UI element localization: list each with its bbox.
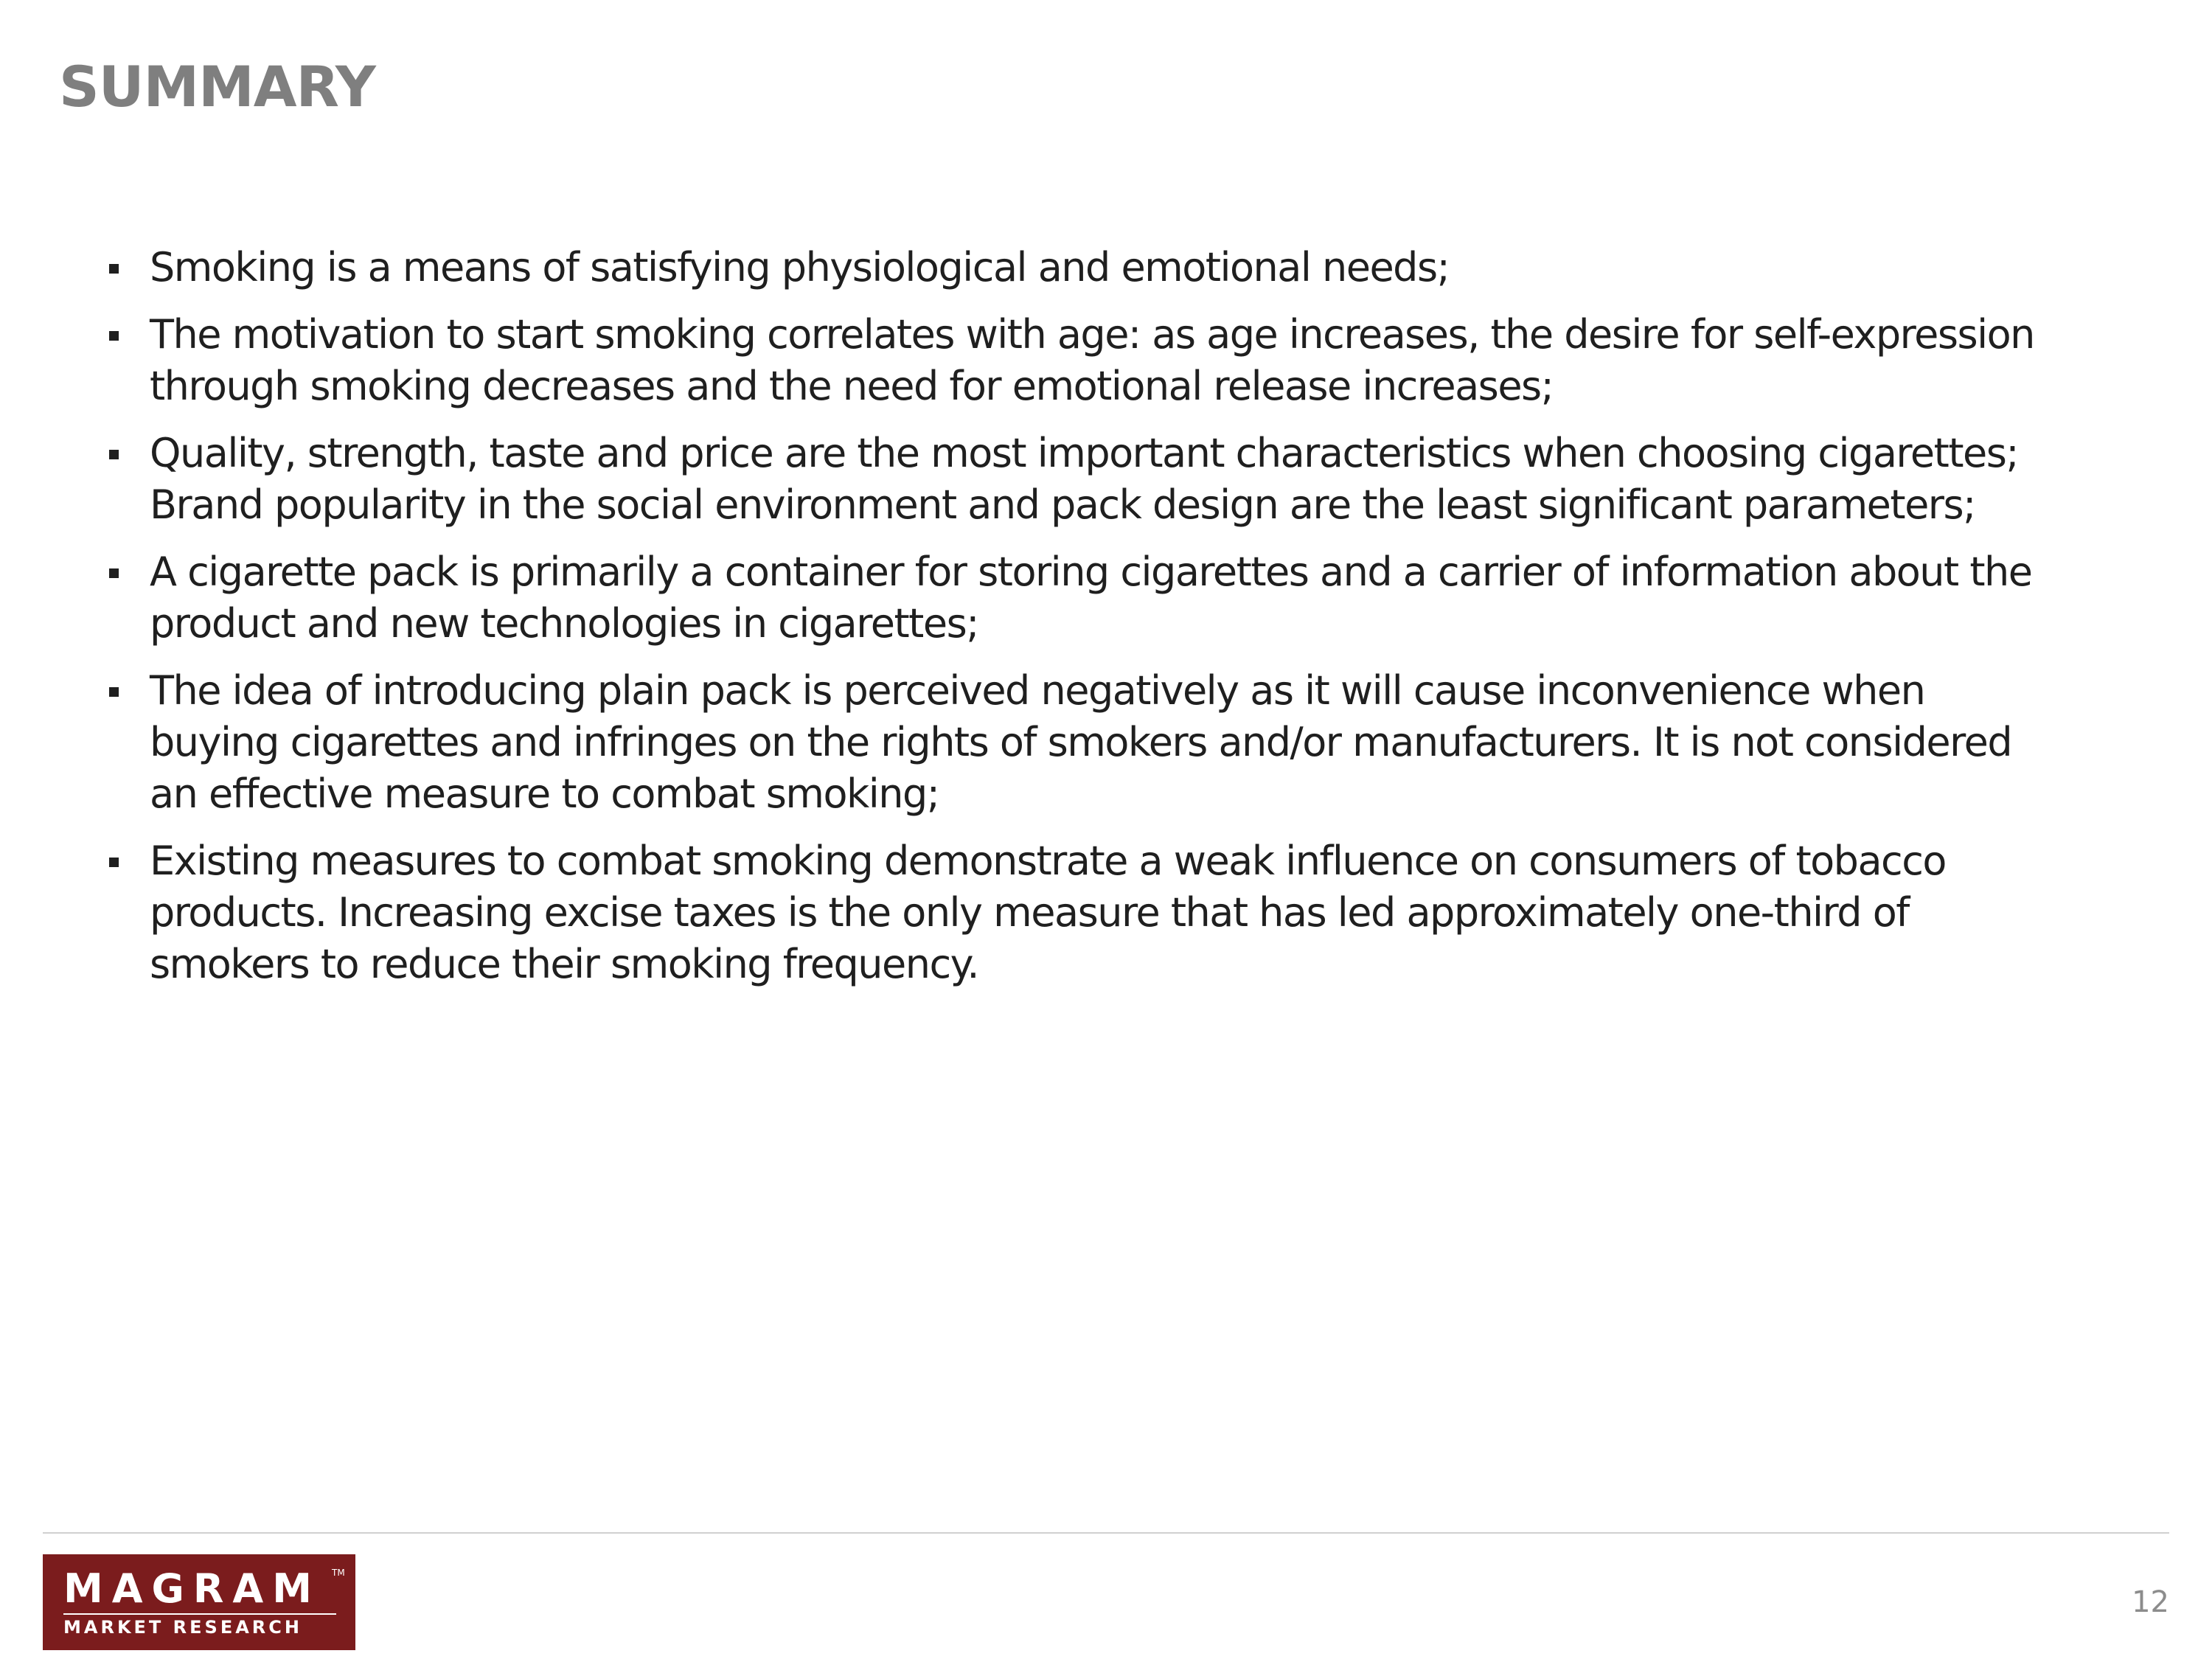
bullet-text-1: Smoking is a means of satisfying physiological and emotional needs;: [150, 244, 1450, 291]
square-bullet-icon: [109, 450, 119, 459]
bullet-item-3: [109, 428, 2056, 531]
square-bullet-icon: [109, 858, 119, 867]
bullet-item-6: [109, 835, 2056, 990]
square-bullet-icon: [109, 331, 119, 341]
square-bullet-icon: [109, 264, 119, 274]
bullet-text-2: The motivation to start smoking correlates with age: as age increases, the desire for self-expression through smoking decreases and the need for emotional release increases;: [150, 311, 2034, 409]
square-bullet-icon: [109, 687, 119, 697]
bullet-item-1: [109, 242, 2056, 293]
bullet-text-4: A cigarette pack is primarily a container for storing cigarettes and a carrier of information about the product and new technologies in cigarettes;: [150, 549, 2032, 647]
logo-tagline: MARKET RESEARCH: [63, 1617, 302, 1638]
square-bullet-icon: [109, 568, 119, 578]
bullet-text-5: The idea of introducing plain pack is perceived negatively as it will cause inconvenience when buying cigarettes and infringes on the rights of smokers and/or manufacturers. It is not considered an effective measure to combat smoking;: [150, 667, 2012, 817]
logo-trademark: TM: [332, 1568, 345, 1578]
logo-wordmark: MAGRAM: [63, 1565, 321, 1612]
bullet-item-4: [109, 546, 2056, 650]
bullet-item-2: [109, 309, 2056, 412]
page-number: 12: [2132, 1585, 2169, 1619]
bullet-item-5: [109, 665, 2056, 820]
summary-bullet-list: [109, 242, 2056, 1006]
bullet-text-6: Existing measures to combat smoking demonstrate a weak influence on consumers of tobacco products. Increasing excise taxes is the only measure that has led approximately one-third of smokers to reduce their smoking frequency.: [150, 838, 1946, 987]
footer-divider: [43, 1532, 2169, 1534]
magram-logo: [43, 1554, 355, 1650]
bullet-text-3: Quality, strength, taste and price are the most important characteristics when choosing cigarettes; Brand popularity in the social environment and pack design are the least significant parameters;: [150, 430, 2019, 528]
slide-title: SUMMARY: [59, 54, 375, 119]
logo-divider: [63, 1613, 336, 1615]
